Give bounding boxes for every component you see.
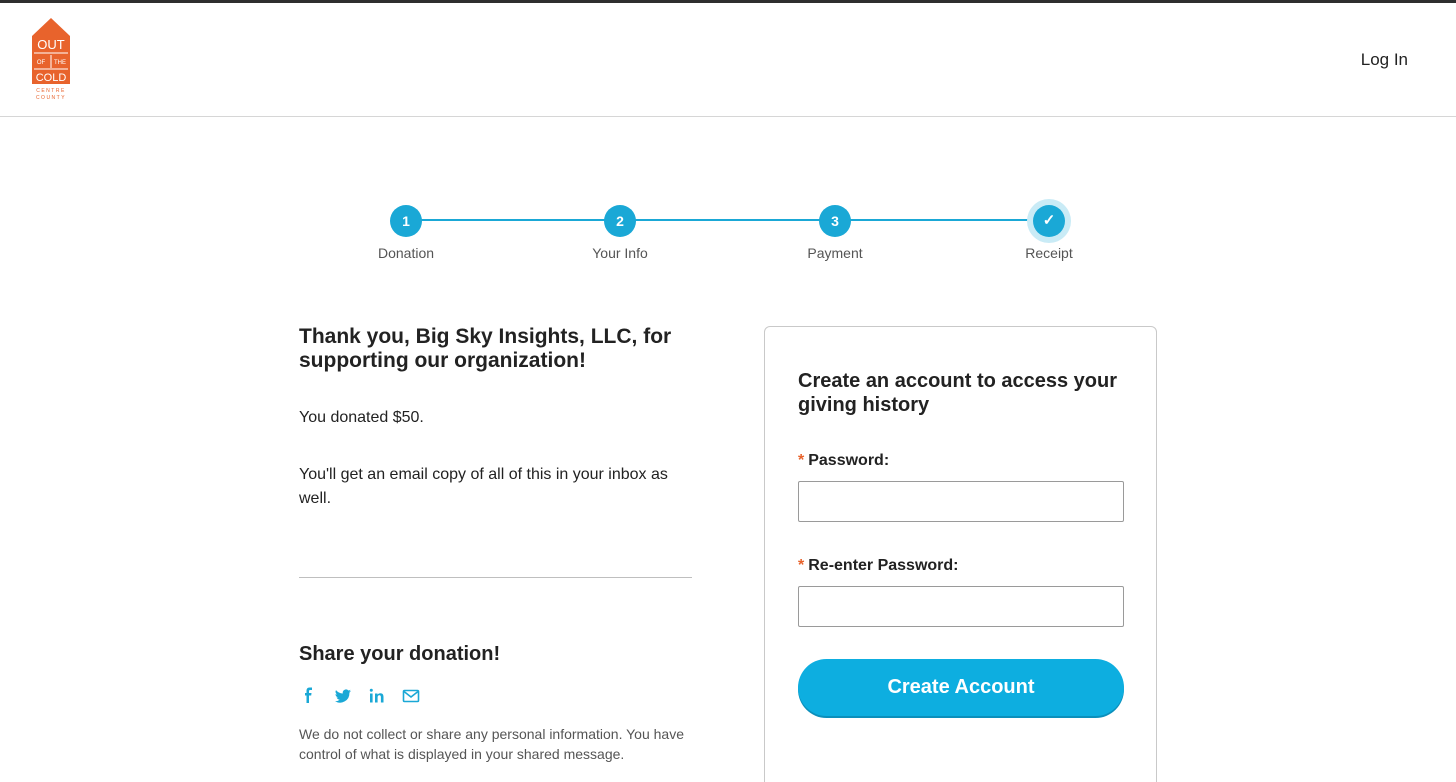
- step-3-circle: 3: [819, 205, 851, 237]
- login-link[interactable]: Log In: [1360, 50, 1408, 69]
- create-account-card: [764, 326, 1157, 782]
- step-1-circle: 1: [390, 205, 422, 237]
- step-4-label: Receipt: [1025, 245, 1073, 261]
- progress-stepper: [0, 0, 1456, 280]
- receipt-summary: [299, 325, 692, 511]
- email-icon[interactable]: [401, 686, 421, 706]
- share-heading: Share your donation!: [299, 643, 501, 665]
- logo-text-centre: CENTRE: [36, 88, 66, 94]
- facebook-icon[interactable]: [299, 686, 319, 706]
- step-2-circle: 2: [604, 205, 636, 237]
- logo-text-county: COUNTY: [35, 95, 67, 101]
- stepper-track: [406, 219, 1049, 221]
- password-label: [798, 452, 889, 470]
- share-buttons: [299, 686, 421, 706]
- email-copy-note: You'll get an email copy of all of this in your inbox as well.: [299, 466, 668, 507]
- reenter-password-label: [798, 557, 959, 575]
- thank-you-heading: Thank you, Big Sky Insights, LLC, for supporting our organization!: [299, 325, 672, 372]
- password-label-text: Password:: [808, 452, 890, 469]
- create-account-heading: Create an account to access your giving history: [798, 370, 1118, 416]
- logo-text-cold: COLD: [35, 72, 67, 84]
- logo-text-of: OF: [36, 60, 46, 66]
- donation-amount-text: You donated $50.: [299, 409, 424, 426]
- section-divider: [299, 577, 692, 578]
- required-marker: *: [798, 557, 805, 574]
- required-marker: *: [798, 452, 805, 469]
- logo-text-the: THE: [54, 60, 66, 66]
- step-3-label: Payment: [807, 245, 863, 261]
- twitter-icon[interactable]: [333, 686, 353, 706]
- logo-text-out: OUT: [37, 37, 65, 52]
- step-2-label: Your Info: [592, 245, 648, 261]
- privacy-note: We do not collect or share any personal information. You have control of what is displayed in your shared message.: [299, 726, 684, 762]
- linkedin-icon[interactable]: [367, 686, 387, 706]
- step-4-check-icon: ✓: [1033, 205, 1065, 237]
- password-input[interactable]: [798, 481, 1124, 522]
- reenter-password-input[interactable]: [798, 586, 1124, 627]
- reenter-password-label-text: Re-enter Password:: [808, 557, 959, 574]
- create-account-button[interactable]: Create Account: [798, 659, 1124, 716]
- step-1-label: Donation: [377, 245, 435, 261]
